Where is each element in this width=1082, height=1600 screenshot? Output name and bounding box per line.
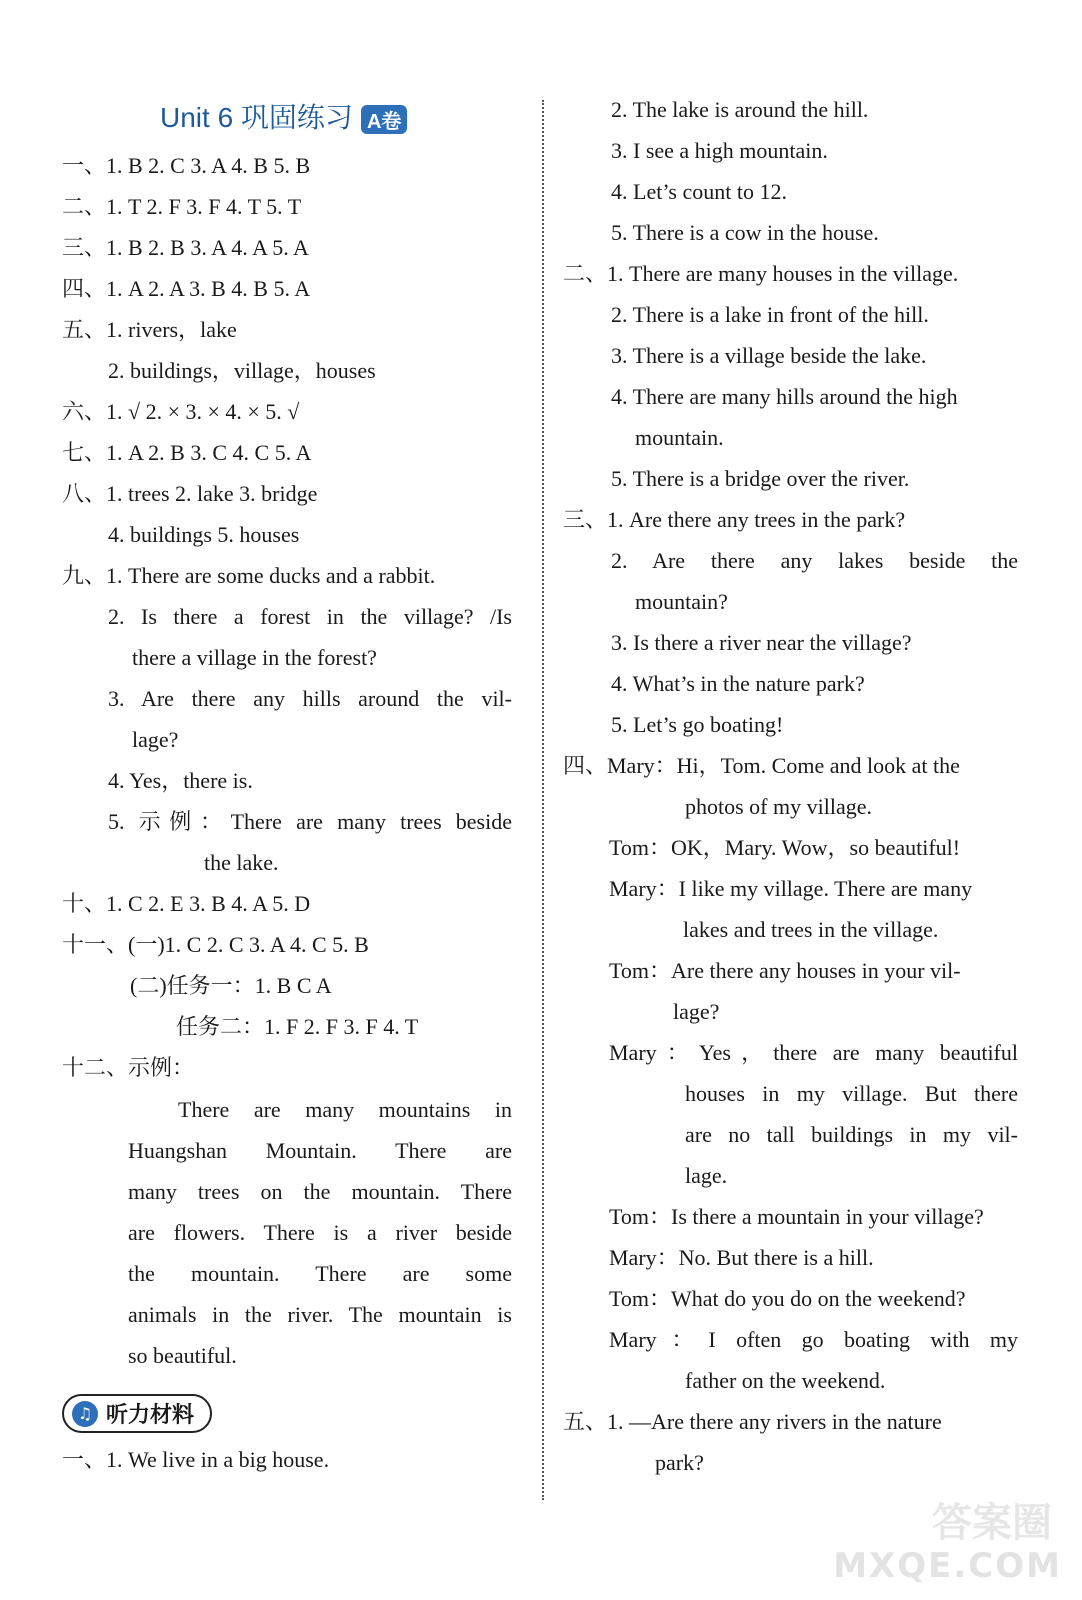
answer-line: park? xyxy=(655,1450,704,1475)
answer-line: photos of my village. xyxy=(685,794,872,819)
answer-line: Tom：OK，Mary. Wow，so beautiful! xyxy=(609,835,961,860)
answer-line: lage? xyxy=(673,999,720,1024)
answer-line: Mary：I like my village. There are many xyxy=(609,876,973,901)
answer-line: 4. Yes，there is. xyxy=(108,768,253,793)
answer-line: Tom：Is there a mountain in your village? xyxy=(609,1204,984,1229)
answer-line: houses in my village. But there xyxy=(685,1081,1018,1106)
headphones-icon: ♫ xyxy=(72,1401,98,1427)
answer-line: there a village in the forest? xyxy=(132,645,377,670)
answer-line: 二、1. There are many houses in the village. xyxy=(563,261,959,286)
answer-line: 5. 示例：There are many trees beside xyxy=(108,809,512,834)
answer-line: 3. Are there any hills around the vil- xyxy=(108,686,512,711)
answer-line: 九、1. There are some ducks and a rabbit. xyxy=(62,563,436,588)
answer-line: 一、1. B 2. C 3. A 4. B 5. B xyxy=(62,153,311,178)
answer-line: the lake. xyxy=(204,850,279,875)
watermark-logo: 答案圈 xyxy=(932,1500,1052,1546)
answer-line: 5. Let’s go boating! xyxy=(611,712,784,737)
answer-line: 七、1. A 2. B 3. C 4. C 5. A xyxy=(62,440,312,465)
answer-line: 五、1. —Are there any rivers in the nature xyxy=(563,1409,942,1434)
answer-line: 4. What’s in the nature park? xyxy=(611,671,865,696)
answer-line: 三、1. Are there any trees in the park? xyxy=(563,507,906,532)
answer-line: Huangshan Mountain. There are xyxy=(128,1138,512,1163)
listening-section-header xyxy=(62,1394,212,1433)
answer-line: 十二、示例： xyxy=(62,1055,195,1080)
answer-line: father on the weekend. xyxy=(685,1368,886,1393)
answer-line: (二)任务一：1. B C A xyxy=(130,973,332,998)
answer-line: mountain. xyxy=(635,425,724,450)
answer-line: 2. buildings，village，houses xyxy=(108,358,376,383)
answer-line: 2. Are there any lakes beside the xyxy=(611,548,1018,573)
answer-line: 十、1. C 2. E 3. B 4. A 5. D xyxy=(62,891,311,916)
answer-line: so beautiful. xyxy=(128,1343,237,1368)
answer-line: lage? xyxy=(132,727,179,752)
answer-line: 2. There is a lake in front of the hill. xyxy=(611,302,929,327)
answer-line: lakes and trees in the village. xyxy=(683,917,939,942)
watermark-url: MXQE.COM xyxy=(833,1546,1062,1586)
answer-line: many trees on the mountain. There xyxy=(128,1179,512,1204)
answer-line: 5. There is a cow in the house. xyxy=(611,220,879,245)
answer-line: 4. Let’s count to 12. xyxy=(611,179,787,204)
volume-badge: A卷 xyxy=(361,105,407,134)
answer-line: Mary：Yes，there are many beautiful xyxy=(609,1040,1018,1065)
answer-line: There are many mountains in xyxy=(178,1097,512,1122)
listening-line: 一、1. We live in a big house. xyxy=(62,1447,330,1472)
answer-line: animals in the river. The mountain is xyxy=(128,1302,512,1327)
answer-line: 十一、(一)1. C 2. C 3. A 4. C 5. B xyxy=(62,932,369,957)
answer-line: 4. buildings 5. houses xyxy=(108,522,300,547)
answer-line: 八、1. trees 2. lake 3. bridge xyxy=(62,481,318,506)
answer-line: the mountain. There are some xyxy=(128,1261,512,1286)
answer-line: 2. The lake is around the hill. xyxy=(611,97,869,122)
answer-line: 3. I see a high mountain. xyxy=(611,138,828,163)
answer-line: 5. There is a bridge over the river. xyxy=(611,466,910,491)
answer-line: 2. Is there a forest in the village? /Is xyxy=(108,604,512,629)
answer-line: Mary：I often go boating with my xyxy=(609,1327,1018,1352)
answer-line: 二、1. T 2. F 3. F 4. T 5. T xyxy=(62,194,302,219)
answer-line: mountain? xyxy=(635,589,728,614)
answer-line: lage. xyxy=(685,1163,728,1188)
answer-line: 3. Is there a river near the village? xyxy=(611,630,912,655)
answer-line: 四、1. A 2. A 3. B 4. B 5. A xyxy=(62,276,311,301)
listening-pill xyxy=(62,1394,212,1433)
column-divider xyxy=(542,100,544,1500)
answer-line: 五、1. rivers，lake xyxy=(62,317,237,342)
answer-line: Tom：What do you do on the weekend? xyxy=(609,1286,966,1311)
answer-line: 六、1. √ 2. × 3. × 4. × 5. √ xyxy=(62,399,300,424)
answer-line: Tom：Are there any houses in your vil- xyxy=(609,958,961,983)
answer-line: Mary：No. But there is a hill. xyxy=(609,1245,874,1270)
answer-line: 四、Mary：Hi，Tom. Come and look at the xyxy=(563,753,960,778)
answer-line: are no tall buildings in my vil- xyxy=(685,1122,1018,1147)
page-title xyxy=(160,96,407,136)
answer-line: 任务二：1. F 2. F 3. F 4. T xyxy=(176,1014,419,1039)
answer-line: 4. There are many hills around the high xyxy=(611,384,958,409)
listening-label: 听力材料 xyxy=(106,1403,195,1428)
answer-line: 三、1. B 2. B 3. A 4. A 5. A xyxy=(62,235,309,260)
answer-line: are flowers. There is a river beside xyxy=(128,1220,512,1245)
title-text: Unit 6 巩固练习 xyxy=(160,102,353,133)
answer-line: 3. There is a village beside the lake. xyxy=(611,343,927,368)
